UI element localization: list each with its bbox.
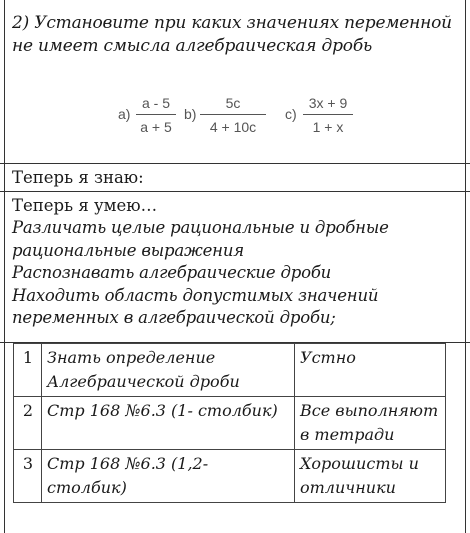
task-title: 2) Установите при каких значениях переменной не имеет смысла алгебраическая дробь — [12, 13, 452, 56]
skill-line: Находить область допустимых значений — [12, 285, 379, 305]
fraction-a-numerator: a - 5 — [141, 95, 170, 111]
skill-line: переменных в алгебраической дроби; — [12, 308, 336, 327]
divider-know — [0, 191, 470, 192]
skill-line: рациональные выражения — [12, 240, 244, 260]
frame-right-line — [465, 0, 466, 533]
table-row — [14, 344, 446, 397]
fraction-b-numerator: 5c — [225, 95, 241, 111]
fraction-b-bar — [200, 114, 266, 115]
fraction-c-denominator: 1 + x — [312, 119, 344, 135]
frame-left-line — [4, 0, 5, 533]
row-task: Стр 168 №6.3 (1,2- столбик) — [42, 450, 295, 503]
know-block — [12, 167, 460, 189]
fraction-a-letter: a) — [118, 106, 131, 122]
row-number: 3 — [14, 450, 42, 503]
know-label: Теперь я знаю: — [12, 168, 144, 187]
fraction-c-numerator: 3x + 9 — [308, 95, 348, 111]
row-number: 2 — [14, 397, 42, 450]
task-block — [12, 12, 464, 58]
row-number: 1 — [14, 344, 42, 397]
fraction-b-letter: b) — [184, 106, 197, 122]
skill-line: Различать целые рациональные и дробные — [12, 218, 389, 237]
fraction-b-denominator: 4 + 10c — [209, 119, 257, 135]
tasks-table — [13, 343, 446, 503]
row-note: Все выполняют в тетради — [295, 397, 446, 450]
fraction-c-letter: c) — [285, 106, 297, 122]
table-row — [14, 397, 446, 450]
fraction-a-denominator: a + 5 — [140, 119, 172, 135]
row-note: Устно — [295, 344, 446, 397]
skill-line: Распознавать алгебраические дроби — [12, 263, 332, 282]
skills-label: Теперь я умею… — [12, 196, 158, 215]
row-task: Стр 168 №6.3 (1- столбик) — [42, 397, 295, 450]
table-row — [14, 450, 446, 503]
row-note: Хорошисты и отличники — [295, 450, 446, 503]
fraction-a-bar — [136, 114, 176, 115]
fractions-row — [118, 93, 378, 141]
divider-task — [0, 163, 470, 164]
row-task: Знать определение Алгебраической дроби — [42, 344, 295, 397]
fraction-c-bar — [303, 114, 353, 115]
skills-block — [12, 195, 460, 330]
